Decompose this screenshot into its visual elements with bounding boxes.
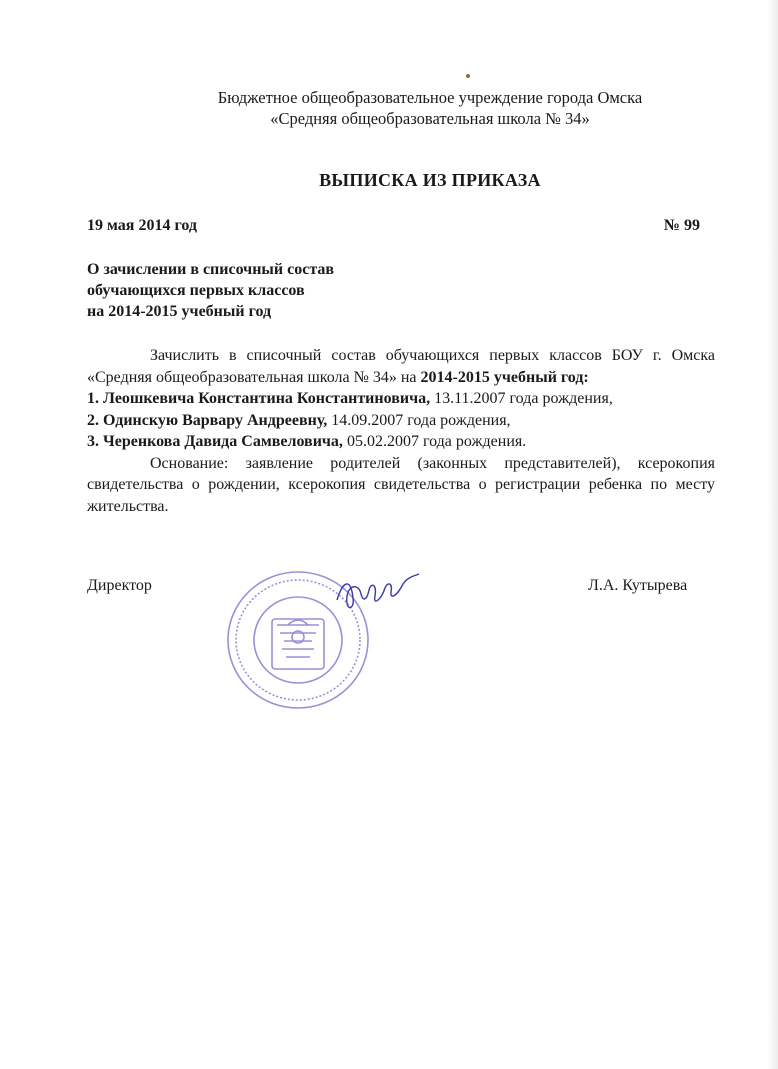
student-name: 2. Одинскую Варвару Андреевну, xyxy=(87,411,328,429)
order-body xyxy=(87,345,715,517)
student-name: 1. Леошкевича Константина Константиновича, xyxy=(87,390,431,407)
student-item xyxy=(87,388,715,410)
student-item xyxy=(87,431,715,453)
student-details: 05.02.2007 года рождения. xyxy=(342,433,527,450)
student-item xyxy=(87,410,715,432)
institution-header xyxy=(80,87,778,129)
institution-name-line2: «Средняя общеобразовательная школа № 34» xyxy=(270,109,590,128)
director-signature-icon xyxy=(333,570,423,620)
signatory-name: Л.А. Кутырева xyxy=(588,577,688,594)
document-title: ВЫПИСКА ИЗ ПРИКАЗА xyxy=(319,170,541,190)
student-name: 3. Черенкова Давида Самвеловича, xyxy=(87,433,343,450)
signatory-position: Директор xyxy=(87,577,152,594)
order-number: № 99 xyxy=(663,217,700,234)
order-subject xyxy=(87,259,334,322)
student-details: 14.09.2007 года рождения, xyxy=(327,411,511,429)
institution-name-line1: Бюджетное общеобразовательное учреждение города Омска xyxy=(217,88,643,107)
scan-edge-shadow xyxy=(768,0,778,1069)
student-details: 13.11.2007 года рождения, xyxy=(430,390,613,407)
order-basis: Основание: заявление родителей (законных представителей), ксерокопия свидетельства о рождении, ксерокопия свидетельства о регистрации ребенка по месту жительства. xyxy=(87,454,715,515)
subject-line3: на 2014-2015 учебный год xyxy=(87,303,272,320)
order-date: 19 мая 2014 год xyxy=(87,217,197,234)
scan-speck xyxy=(466,74,470,78)
intro-text: Зачислить в списочный состав обучающихся первых классов БОУ г. Омска «Средняя общеобразовательная школа № 34» на xyxy=(87,347,715,386)
subject-line1: О зачислении в списочный состав xyxy=(87,261,335,278)
intro-year: 2014-2015 учебный год: xyxy=(420,368,589,386)
order-dateline xyxy=(87,217,700,235)
order-intro xyxy=(87,345,715,388)
subject-line2: обучающихся первых классов xyxy=(87,282,305,299)
